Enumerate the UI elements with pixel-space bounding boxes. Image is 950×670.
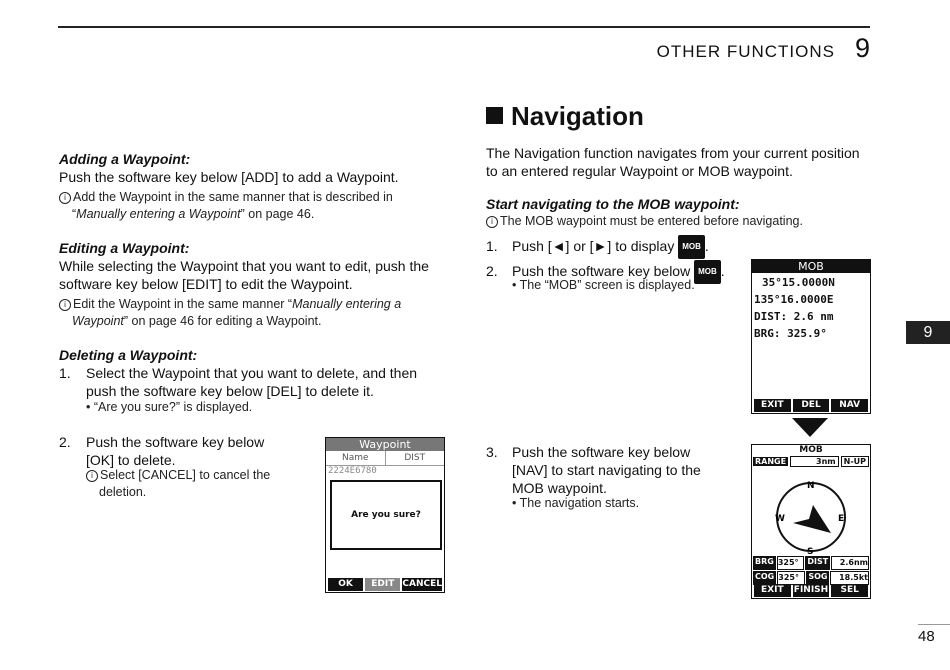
nav-softkey[interactable]: NAV [831,399,868,412]
delete-step-2-note: i Select [CANCEL] to cancel the deletion. [86,467,270,501]
mob-step-2: 2. Push the software key below MOB . [486,260,725,284]
editing-body: While selecting the Waypoint that you want to edit, push the software key below [EDIT] to edit the Waypoint. [59,258,429,292]
mob-step-2-bullet: • The “MOB” screen is displayed. [512,278,695,292]
compass-e: E [838,514,845,524]
dist-label: DIST [805,556,830,570]
delete-step-2: 2. Push the software key below [OK] to delete. [59,434,265,468]
chapter-number: 9 [854,33,870,63]
del-softkey[interactable]: DEL [793,399,830,412]
nav-screen-title: MOB [799,445,823,455]
nav-row-2 [753,571,869,585]
chapter-title: OTHER FUNCTIONS [656,42,835,61]
confirm-dialog [330,480,442,550]
page-number: 48 [918,628,935,645]
sog-label: SOG [806,571,829,585]
edit-softkey[interactable]: EDIT [365,578,400,591]
mob-position [752,273,870,343]
mob-softkey-bar [754,399,868,412]
nav-intro: The Navigation function navigates from your current position to an entered regular Waypoint or MOB waypoint. [486,145,860,179]
page-number-rule [918,624,950,625]
screen-title: Waypoint [326,438,444,451]
mob-step-3-bullet: • The navigation starts. [512,496,640,510]
compass-n: N [807,481,815,491]
adding-note: i Add the Waypoint in the same manner that is described in “Manually entering a Waypoint” on page 46. [59,189,393,223]
deleting-heading: Deleting a Waypoint: [59,347,198,363]
mob-step-3: 3. Push the software key below [NAV] to start navigating to the MOB waypoint. [486,444,701,496]
note-icon: i [59,192,71,204]
mob-longitude: 135°16.0000E [754,293,834,306]
delete-step-1-bullet: • “Are you sure?” is displayed. [86,400,253,414]
adding-body: Push the software key below [ADD] to add a Waypoint. [59,169,399,185]
section-square-icon [486,107,503,124]
range-row [752,456,870,467]
chapter-tab: 9 [906,321,950,344]
sog-value: 18.5kt [830,571,869,585]
exit-softkey[interactable]: EXIT [754,584,791,597]
brg-label: BRG [753,556,776,570]
finish-softkey[interactable]: FINISH [793,585,829,595]
col-name: Name [326,451,386,465]
range-value: 3nm [790,456,839,467]
mob-screen-title: MOB [752,260,870,273]
nav-softkey-bar [754,584,868,597]
note-icon: i [86,470,98,482]
exit-softkey[interactable]: EXIT [754,399,791,412]
range-label: RANGE [755,457,787,466]
nav-data [753,556,869,585]
cog-value: 325° [777,571,805,585]
mob-key-icon: MOB [678,235,705,259]
mob-subheading: Start navigating to the MOB waypoint: [486,196,740,212]
header-rule [58,26,870,28]
editing-heading: Editing a Waypoint: [59,240,190,256]
dist-value: 2.6nm [831,556,869,570]
compass-icon [769,475,853,555]
softkey-bar [328,578,442,591]
adding-heading: Adding a Waypoint: [59,151,191,167]
mob-softkey-icon: MOB [694,260,721,284]
delete-step-1: 1. Select the Waypoint that you want to delete, and then push the software key below [DEL] to delete it. [59,365,418,399]
mob-latitude: 35°15.0000N [762,276,835,289]
cancel-softkey[interactable]: CANCEL [402,579,442,589]
mob-note: i The MOB waypoint must be entered before navigating. [486,213,803,230]
dialog-text: Are you sure? [351,510,421,520]
nav-screen [751,444,871,599]
editing-note: i Edit the Waypoint in the same manner “Manually entering a Waypoint” on page 46 for editing a Waypoint. [59,296,401,330]
note-icon: i [486,216,498,228]
note-icon: i [59,299,71,311]
column-headers [326,451,444,466]
waypoint-confirm-screen [325,437,445,593]
mob-screen [751,259,871,414]
nav-row-1 [753,556,869,570]
list-item: 2224E6780 [328,466,377,476]
mob-bearing: BRG: 325.9° [754,327,827,340]
compass-s: S [807,547,814,555]
mob-distance: DIST: 2.6 nm [754,310,834,323]
mob-step-1: 1. Push [◄] or [►] to display MOB . [486,235,709,259]
north-up-mode: N-UP [841,456,869,467]
sel-softkey[interactable]: SEL [831,584,868,597]
col-dist: DIST [404,453,426,463]
cog-label: COG [753,571,776,585]
compass-w: W [775,514,785,524]
down-arrow-icon [792,418,828,438]
brg-value: 325° [777,556,805,570]
ok-softkey[interactable]: OK [328,578,363,591]
section-title: Navigation [486,101,644,132]
